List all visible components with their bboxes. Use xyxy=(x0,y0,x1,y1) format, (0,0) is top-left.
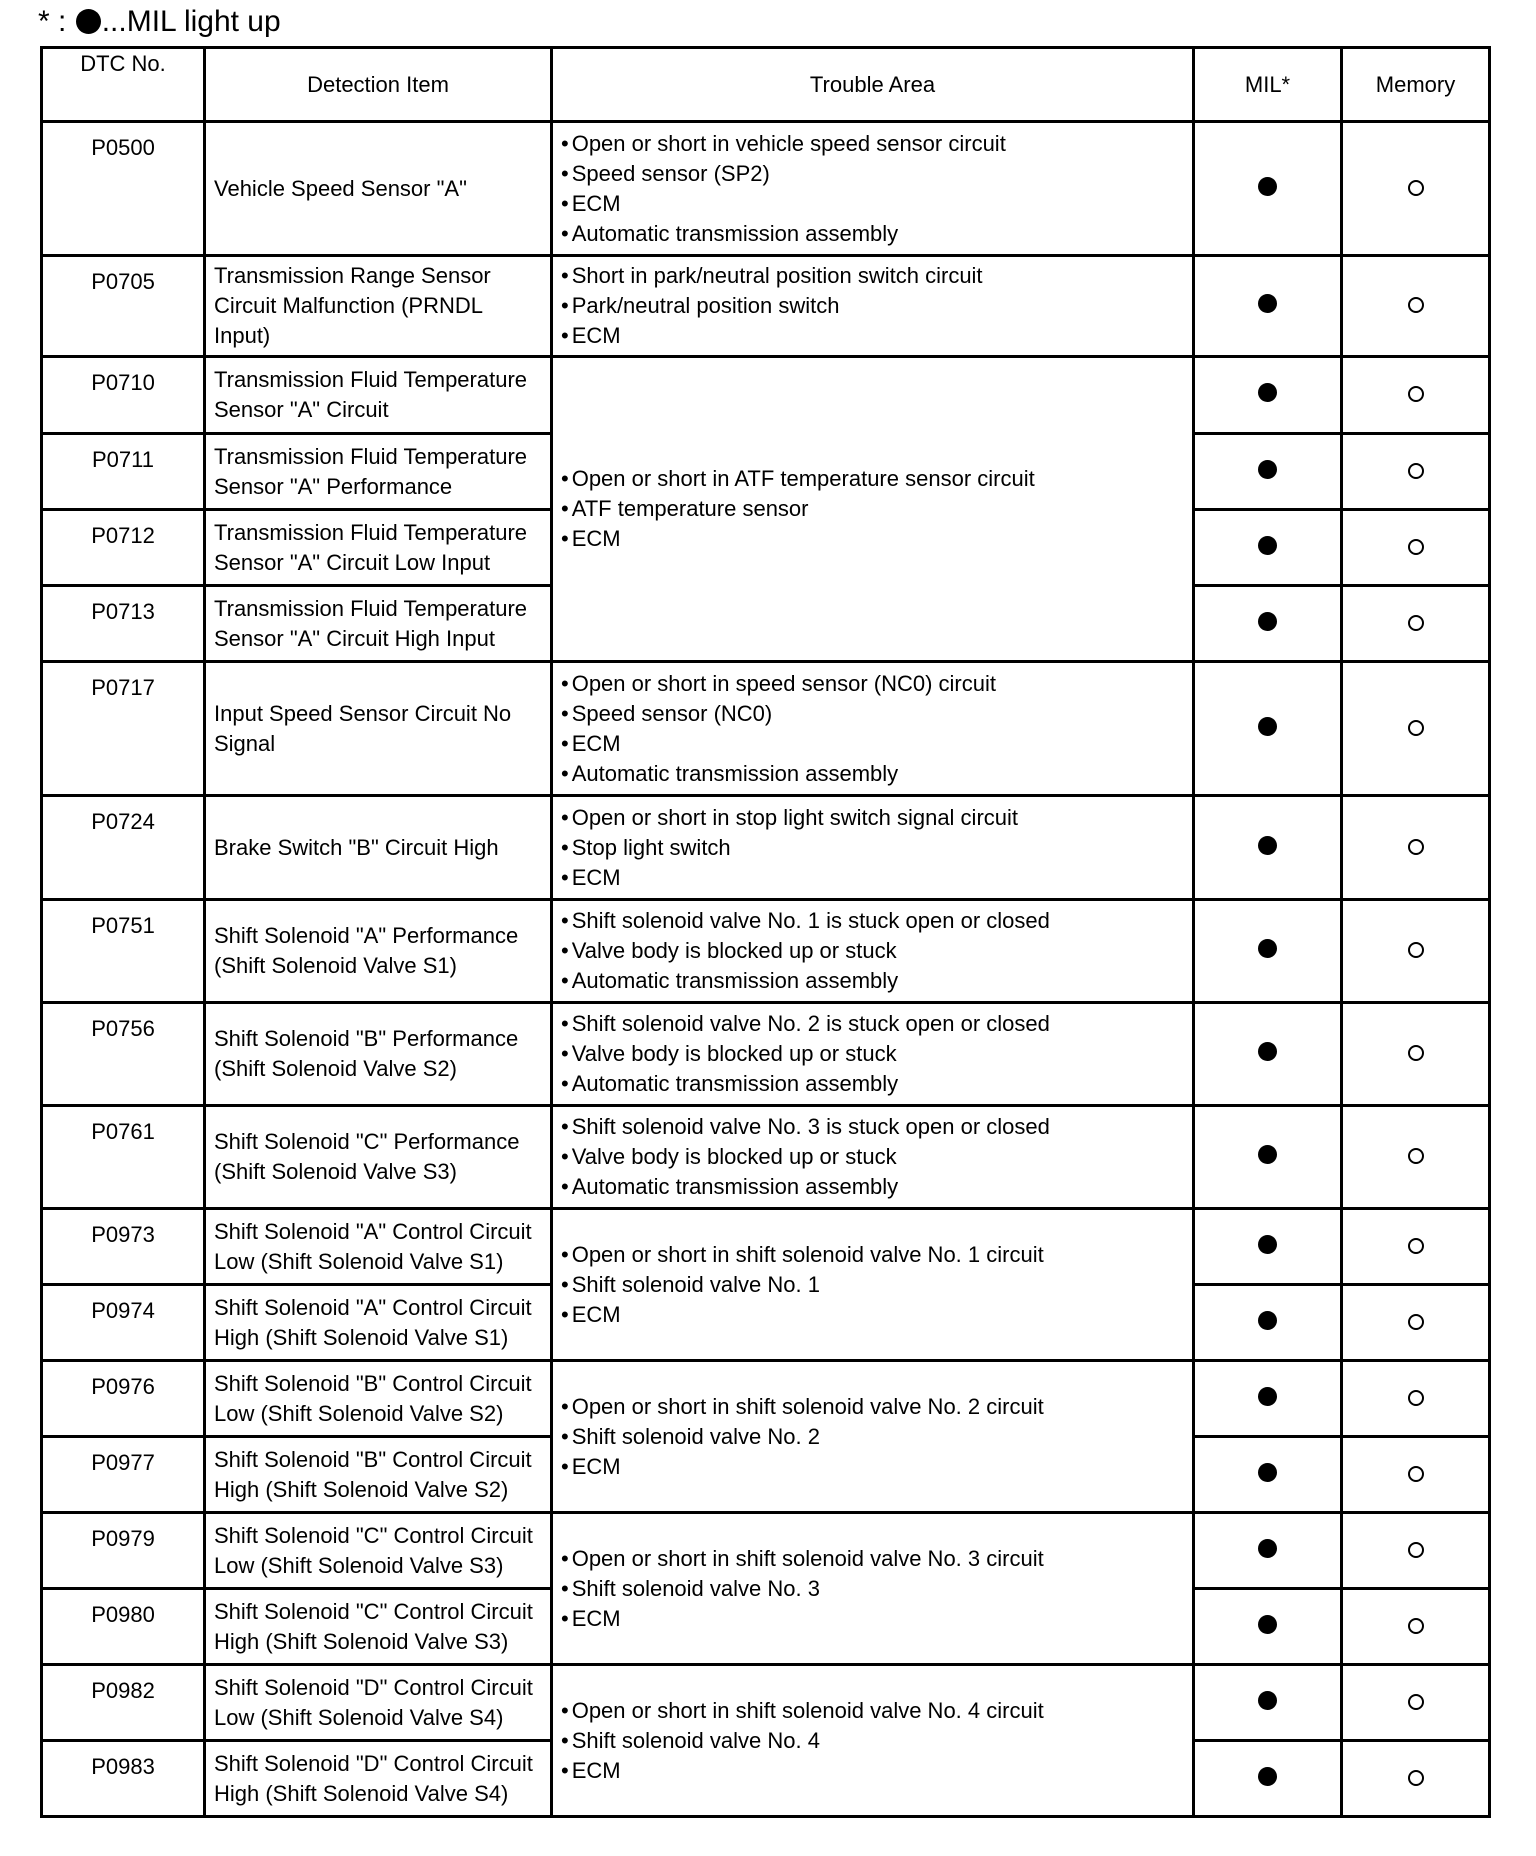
dtc-code: P0705 xyxy=(42,256,205,357)
filled-circle-icon xyxy=(1258,1145,1277,1164)
dtc-table-body xyxy=(42,122,1490,1817)
table-row xyxy=(42,1665,1490,1741)
mil-cell xyxy=(1194,1513,1342,1589)
trouble-area-list xyxy=(561,1544,1186,1634)
open-circle-icon xyxy=(1408,839,1424,855)
trouble-area xyxy=(552,1361,1194,1513)
trouble-area-item: • Open or short in shift solenoid valve No. 2 circuit xyxy=(561,1392,1186,1422)
trouble-area-item: • Open or short in ATF temperature sensor circuit xyxy=(561,464,1186,494)
mil-cell xyxy=(1194,1665,1342,1741)
trouble-area xyxy=(552,1209,1194,1361)
trouble-area-list xyxy=(561,1392,1186,1482)
trouble-area-item: • Shift solenoid valve No. 1 xyxy=(561,1270,1186,1300)
trouble-area-item: • Open or short in shift solenoid valve No. 4 circuit xyxy=(561,1696,1186,1726)
table-row xyxy=(42,256,1490,357)
mil-cell xyxy=(1194,1209,1342,1285)
trouble-area-item: • Stop light switch xyxy=(561,833,1186,863)
open-circle-icon xyxy=(1408,1390,1424,1406)
memory-cell xyxy=(1342,1513,1490,1589)
dtc-code: P0976 xyxy=(42,1361,205,1437)
mil-cell xyxy=(1194,1437,1342,1513)
trouble-area xyxy=(552,1106,1194,1209)
table-row xyxy=(42,900,1490,1003)
dtc-code: P0756 xyxy=(42,1003,205,1106)
mil-legend xyxy=(38,2,281,42)
detection-item: Shift Solenoid "B" Control Circuit Low (Shift Solenoid Valve S2) xyxy=(205,1361,552,1437)
dtc-code: P0717 xyxy=(42,662,205,796)
detection-item: Shift Solenoid "D" Control Circuit High (Shift Solenoid Valve S4) xyxy=(205,1741,552,1817)
detection-item: Shift Solenoid "C" Control Circuit High (Shift Solenoid Valve S3) xyxy=(205,1589,552,1665)
trouble-area-item: • Automatic transmission assembly xyxy=(561,219,1186,249)
open-circle-icon xyxy=(1408,1466,1424,1482)
table-row xyxy=(42,1106,1490,1209)
trouble-area-item: • Open or short in speed sensor (NC0) circuit xyxy=(561,669,1186,699)
filled-circle-icon xyxy=(1258,536,1277,555)
trouble-area-item: • Automatic transmission assembly xyxy=(561,759,1186,789)
trouble-area-item: • Shift solenoid valve No. 4 xyxy=(561,1726,1186,1756)
filled-circle-icon xyxy=(1258,294,1277,313)
open-circle-icon xyxy=(1408,1238,1424,1254)
detection-item: Shift Solenoid "B" Performance (Shift Solenoid Valve S2) xyxy=(205,1003,552,1106)
dtc-code: P0973 xyxy=(42,1209,205,1285)
trouble-area xyxy=(552,1003,1194,1106)
mil-cell xyxy=(1194,357,1342,434)
mil-cell xyxy=(1194,434,1342,510)
dtc-code: P0983 xyxy=(42,1741,205,1817)
open-circle-icon xyxy=(1408,1618,1424,1634)
filled-circle-icon xyxy=(1258,1767,1277,1786)
table-row xyxy=(42,1209,1490,1285)
open-circle-icon xyxy=(1408,720,1424,736)
trouble-area-item: • Speed sensor (NC0) xyxy=(561,699,1186,729)
trouble-area-item: • Automatic transmission assembly xyxy=(561,966,1186,996)
detection-item: Vehicle Speed Sensor "A" xyxy=(205,122,552,256)
mil-cell xyxy=(1194,796,1342,900)
trouble-area-item: • Open or short in vehicle speed sensor circuit xyxy=(561,129,1186,159)
open-circle-icon xyxy=(1408,180,1424,196)
trouble-area-item: • Shift solenoid valve No. 2 xyxy=(561,1422,1186,1452)
header-memory: Memory xyxy=(1342,48,1490,122)
header-detection-item: Detection Item xyxy=(205,48,552,122)
trouble-area-list xyxy=(561,1240,1186,1330)
mil-cell xyxy=(1194,1106,1342,1209)
detection-item: Shift Solenoid "C" Performance (Shift Solenoid Valve S3) xyxy=(205,1106,552,1209)
open-circle-icon xyxy=(1408,1148,1424,1164)
legend-prefix: * : xyxy=(38,5,67,38)
dtc-code: P0724 xyxy=(42,796,205,900)
trouble-area xyxy=(552,662,1194,796)
trouble-area-item: • Valve body is blocked up or stuck xyxy=(561,1142,1186,1172)
memory-cell xyxy=(1342,510,1490,586)
trouble-area-item: • Valve body is blocked up or stuck xyxy=(561,936,1186,966)
trouble-area-list xyxy=(561,1696,1186,1786)
open-circle-icon xyxy=(1408,1694,1424,1710)
detection-item: Brake Switch "B" Circuit High xyxy=(205,796,552,900)
trouble-area xyxy=(552,357,1194,662)
trouble-area xyxy=(552,1513,1194,1665)
memory-cell xyxy=(1342,796,1490,900)
filled-circle-icon xyxy=(1258,612,1277,631)
trouble-area-list xyxy=(561,1009,1186,1099)
dtc-code: P0751 xyxy=(42,900,205,1003)
trouble-area-item: • ECM xyxy=(561,1300,1186,1330)
trouble-area-item: • Speed sensor (SP2) xyxy=(561,159,1186,189)
table-row xyxy=(42,1513,1490,1589)
memory-cell xyxy=(1342,1665,1490,1741)
trouble-area-list xyxy=(561,464,1186,554)
dtc-code: P0982 xyxy=(42,1665,205,1741)
open-circle-icon xyxy=(1408,1542,1424,1558)
trouble-area xyxy=(552,122,1194,256)
trouble-area-list xyxy=(561,803,1186,893)
filled-circle-icon xyxy=(1258,460,1277,479)
table-row xyxy=(42,357,1490,434)
filled-circle-icon xyxy=(76,9,101,34)
memory-cell xyxy=(1342,357,1490,434)
open-circle-icon xyxy=(1408,297,1424,313)
trouble-area xyxy=(552,900,1194,1003)
memory-cell xyxy=(1342,1285,1490,1361)
trouble-area-item: • Valve body is blocked up or stuck xyxy=(561,1039,1186,1069)
open-circle-icon xyxy=(1408,539,1424,555)
memory-cell xyxy=(1342,662,1490,796)
filled-circle-icon xyxy=(1258,1539,1277,1558)
trouble-area-item: • ECM xyxy=(561,321,1186,351)
detection-item: Shift Solenoid "B" Control Circuit High (Shift Solenoid Valve S2) xyxy=(205,1437,552,1513)
legend-text: ...MIL light up xyxy=(101,5,281,38)
memory-cell xyxy=(1342,1003,1490,1106)
table-row xyxy=(42,1361,1490,1437)
memory-cell xyxy=(1342,256,1490,357)
trouble-area xyxy=(552,796,1194,900)
filled-circle-icon xyxy=(1258,1042,1277,1061)
trouble-area-item: • Park/neutral position switch xyxy=(561,291,1186,321)
open-circle-icon xyxy=(1408,386,1424,402)
mil-cell xyxy=(1194,122,1342,256)
memory-cell xyxy=(1342,1209,1490,1285)
memory-cell xyxy=(1342,586,1490,662)
table-row xyxy=(42,796,1490,900)
header-trouble-area: Trouble Area xyxy=(552,48,1194,122)
trouble-area-item: • ECM xyxy=(561,1756,1186,1786)
dtc-code: P0713 xyxy=(42,586,205,662)
table-row xyxy=(42,122,1490,256)
memory-cell xyxy=(1342,434,1490,510)
memory-cell xyxy=(1342,1741,1490,1817)
mil-cell xyxy=(1194,256,1342,357)
mil-cell xyxy=(1194,900,1342,1003)
open-circle-icon xyxy=(1408,1045,1424,1061)
trouble-area-list xyxy=(561,129,1186,249)
dtc-code: P0979 xyxy=(42,1513,205,1589)
memory-cell xyxy=(1342,1361,1490,1437)
mil-cell xyxy=(1194,1285,1342,1361)
trouble-area-list xyxy=(561,906,1186,996)
detection-item: Transmission Range Sensor Circuit Malfunction (PRNDL Input) xyxy=(205,256,552,357)
table-row xyxy=(42,1003,1490,1106)
memory-cell xyxy=(1342,1437,1490,1513)
memory-cell xyxy=(1342,122,1490,256)
trouble-area-item: • Shift solenoid valve No. 2 is stuck open or closed xyxy=(561,1009,1186,1039)
trouble-area-item: • Open or short in shift solenoid valve No. 3 circuit xyxy=(561,1544,1186,1574)
trouble-area-item: • Short in park/neutral position switch circuit xyxy=(561,261,1186,291)
trouble-area-item: • ECM xyxy=(561,1452,1186,1482)
filled-circle-icon xyxy=(1258,939,1277,958)
filled-circle-icon xyxy=(1258,836,1277,855)
trouble-area-item: • ECM xyxy=(561,863,1186,893)
trouble-area-item: • Automatic transmission assembly xyxy=(561,1172,1186,1202)
trouble-area-list xyxy=(561,669,1186,789)
detection-item: Input Speed Sensor Circuit No Signal xyxy=(205,662,552,796)
filled-circle-icon xyxy=(1258,383,1277,402)
memory-cell xyxy=(1342,1106,1490,1209)
header-row xyxy=(42,48,1490,122)
mil-cell xyxy=(1194,1361,1342,1437)
detection-item: Shift Solenoid "A" Control Circuit High (Shift Solenoid Valve S1) xyxy=(205,1285,552,1361)
open-circle-icon xyxy=(1408,942,1424,958)
filled-circle-icon xyxy=(1258,1235,1277,1254)
trouble-area-item: • Open or short in stop light switch signal circuit xyxy=(561,803,1186,833)
trouble-area-list xyxy=(561,261,1186,351)
filled-circle-icon xyxy=(1258,1311,1277,1330)
trouble-area-item: • Shift solenoid valve No. 1 is stuck open or closed xyxy=(561,906,1186,936)
trouble-area xyxy=(552,1665,1194,1817)
header-mil: MIL* xyxy=(1194,48,1342,122)
open-circle-icon xyxy=(1408,1770,1424,1786)
filled-circle-icon xyxy=(1258,1463,1277,1482)
detection-item: Transmission Fluid Temperature Sensor "A" Circuit High Input xyxy=(205,586,552,662)
trouble-area-item: • Shift solenoid valve No. 3 xyxy=(561,1574,1186,1604)
detection-item: Transmission Fluid Temperature Sensor "A" Performance xyxy=(205,434,552,510)
dtc-table xyxy=(40,46,1491,1818)
open-circle-icon xyxy=(1408,463,1424,479)
dtc-code: P0500 xyxy=(42,122,205,256)
filled-circle-icon xyxy=(1258,717,1277,736)
trouble-area-list xyxy=(561,1112,1186,1202)
header-dtc-no: DTC No. xyxy=(42,48,205,122)
trouble-area-item: • ATF temperature sensor xyxy=(561,494,1186,524)
mil-cell xyxy=(1194,510,1342,586)
detection-item: Shift Solenoid "A" Control Circuit Low (Shift Solenoid Valve S1) xyxy=(205,1209,552,1285)
open-circle-icon xyxy=(1408,615,1424,631)
trouble-area xyxy=(552,256,1194,357)
trouble-area-item: • Automatic transmission assembly xyxy=(561,1069,1186,1099)
dtc-code: P0711 xyxy=(42,434,205,510)
detection-item: Transmission Fluid Temperature Sensor "A" Circuit Low Input xyxy=(205,510,552,586)
trouble-area-item: • ECM xyxy=(561,524,1186,554)
trouble-area-item: • ECM xyxy=(561,729,1186,759)
mil-cell xyxy=(1194,662,1342,796)
dtc-code: P0974 xyxy=(42,1285,205,1361)
trouble-area-item: • ECM xyxy=(561,189,1186,219)
trouble-area-item: • Open or short in shift solenoid valve No. 1 circuit xyxy=(561,1240,1186,1270)
mil-cell xyxy=(1194,586,1342,662)
trouble-area-item: • Shift solenoid valve No. 3 is stuck open or closed xyxy=(561,1112,1186,1142)
filled-circle-icon xyxy=(1258,177,1277,196)
detection-item: Shift Solenoid "C" Control Circuit Low (Shift Solenoid Valve S3) xyxy=(205,1513,552,1589)
mil-cell xyxy=(1194,1003,1342,1106)
open-circle-icon xyxy=(1408,1314,1424,1330)
filled-circle-icon xyxy=(1258,1691,1277,1710)
detection-item: Shift Solenoid "A" Performance (Shift Solenoid Valve S1) xyxy=(205,900,552,1003)
memory-cell xyxy=(1342,900,1490,1003)
filled-circle-icon xyxy=(1258,1615,1277,1634)
detection-item: Transmission Fluid Temperature Sensor "A" Circuit xyxy=(205,357,552,434)
trouble-area-item: • ECM xyxy=(561,1604,1186,1634)
dtc-code: P0712 xyxy=(42,510,205,586)
memory-cell xyxy=(1342,1589,1490,1665)
table-row xyxy=(42,662,1490,796)
dtc-code: P0710 xyxy=(42,357,205,434)
dtc-code: P0980 xyxy=(42,1589,205,1665)
mil-cell xyxy=(1194,1589,1342,1665)
filled-circle-icon xyxy=(1258,1387,1277,1406)
dtc-code: P0977 xyxy=(42,1437,205,1513)
mil-cell xyxy=(1194,1741,1342,1817)
detection-item: Shift Solenoid "D" Control Circuit Low (Shift Solenoid Valve S4) xyxy=(205,1665,552,1741)
dtc-code: P0761 xyxy=(42,1106,205,1209)
